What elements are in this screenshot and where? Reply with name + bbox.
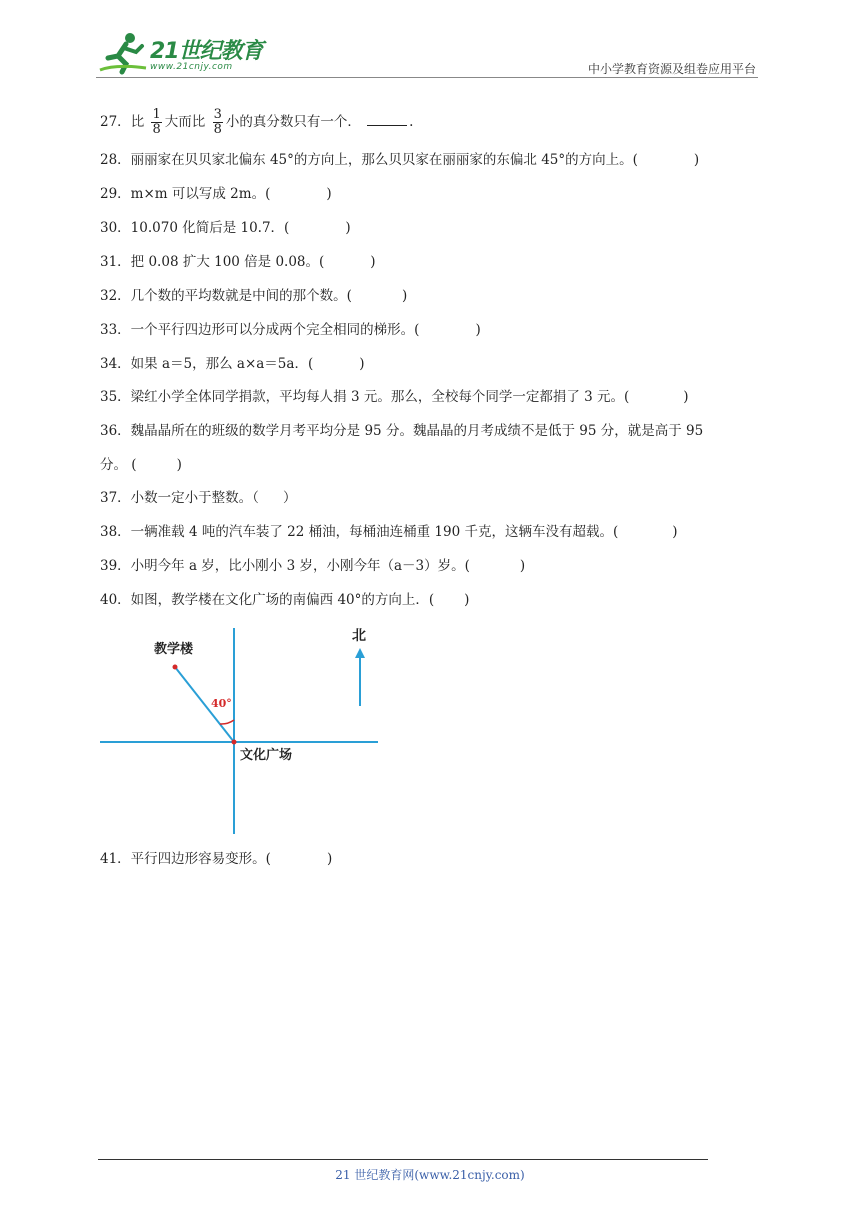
paren-close: ) xyxy=(176,457,182,473)
question-text: 32．几个数的平均数就是中间的那个数。( xyxy=(100,288,352,304)
question-31 xyxy=(100,252,376,272)
fraction-numerator: 3 xyxy=(213,107,222,122)
site-logo xyxy=(96,30,266,76)
question-text: 34．如果 a＝5，那么 a×a＝5a．( xyxy=(100,356,314,372)
fraction-three-eighths xyxy=(213,108,223,137)
square-point xyxy=(232,740,237,745)
question-text: 30．10.070 化简后是 10.7．( xyxy=(100,220,290,236)
question-36-cont xyxy=(100,455,182,475)
header-divider xyxy=(96,77,758,78)
question-text: 33．一个平行四边形可以分成两个完全相同的梯形。( xyxy=(100,322,420,338)
paren-close: ) xyxy=(519,558,526,574)
north-arrow-icon xyxy=(355,648,365,658)
footer-divider xyxy=(98,1159,708,1160)
question-text: 31．把 0.08 扩大 100 倍是 0.08。( xyxy=(100,254,325,270)
question-37 xyxy=(100,488,296,508)
north-label: 北 xyxy=(352,628,366,644)
paren-close: ) xyxy=(401,288,408,304)
question-text: 38．一辆准载 4 吨的汽车装了 22 桶油，每桶油连桶重 190 千克，这辆车没有超载。( xyxy=(100,524,619,540)
platform-title: 中小学教育资源及组卷应用平台 xyxy=(587,62,756,76)
answer-blank[interactable] xyxy=(367,112,407,126)
logo-text: 21世纪教育 xyxy=(150,39,263,64)
question-27 xyxy=(100,108,413,137)
paren-close: ) xyxy=(464,592,470,608)
paren-close: ) xyxy=(345,220,351,236)
paren-close: ) xyxy=(359,356,365,372)
angle-arc xyxy=(220,720,234,724)
paren-close: ) xyxy=(672,524,678,540)
paren-close: ） xyxy=(282,490,297,506)
question-text: 28．丽丽家在贝贝家北偏东 45°的方向上，那么贝贝家在丽丽家的东偏北 45°的方向上。( xyxy=(100,152,638,168)
question-text: 41．平行四边形容易变形。( xyxy=(100,851,271,867)
paren-close: ) xyxy=(326,851,333,867)
question-text: 小的真分数只有一个． xyxy=(225,114,361,130)
question-text: 35．梁红小学全体同学捐款，平均每人捐 3 元。那么，全校每个同学一定都捐了 3 元。( xyxy=(100,389,630,405)
building-label: 教学楼 xyxy=(154,642,194,657)
question-text: 29．m×m 可以写成 2m。( xyxy=(100,186,271,202)
question-30 xyxy=(100,218,351,238)
fraction-denominator: 8 xyxy=(152,122,161,137)
paren-close: ) xyxy=(693,152,700,168)
question-text: 40．如图，教学楼在文化广场的南偏西 40°的方向上．( xyxy=(100,592,435,608)
paren-close: ) xyxy=(370,254,376,270)
question-28 xyxy=(100,150,699,170)
question-34 xyxy=(100,354,365,374)
question-29 xyxy=(100,184,332,204)
question-35 xyxy=(100,387,689,407)
question-33 xyxy=(100,320,481,340)
question-40 xyxy=(100,590,469,610)
runner-logo-icon xyxy=(96,30,152,76)
footer-text: 21 世纪教育网(www.21cnjy.com) xyxy=(335,1168,525,1182)
question-text: 39．小明今年 a 岁，比小刚小 3 岁，小刚今年（a－3）岁。( xyxy=(100,558,470,574)
question-39 xyxy=(100,556,525,576)
angle-label: 40° xyxy=(211,697,232,710)
question-36 xyxy=(100,421,703,441)
question-32 xyxy=(100,286,407,306)
page-header xyxy=(96,30,758,80)
fraction-one-eighth xyxy=(151,108,161,137)
question-38 xyxy=(100,522,678,542)
question-text: 比 xyxy=(130,114,145,130)
fraction-denominator: 8 xyxy=(213,122,222,137)
paren-close: ) xyxy=(475,322,481,338)
logo-url: www.21cnjy.com xyxy=(150,62,233,72)
paren-close: ) xyxy=(326,186,332,202)
question-text: 分。 ( xyxy=(100,457,137,473)
direction-diagram xyxy=(98,622,388,840)
question-text: . xyxy=(409,114,414,130)
question-text: 37．小数一定小于整数。（ xyxy=(100,490,259,506)
paren-close: ) xyxy=(683,389,689,405)
question-41 xyxy=(100,849,332,869)
question-number: 27． xyxy=(100,114,131,130)
question-text: 36．魏晶晶所在的班级的数学月考平均分是 95 分。魏晶晶的月考成绩不是低于 95 分，就是高于 95 xyxy=(100,423,704,439)
square-label: 文化广场 xyxy=(240,748,293,763)
fraction-numerator: 1 xyxy=(152,107,161,122)
building-point xyxy=(173,665,178,670)
question-text: 大而比 xyxy=(164,114,206,130)
